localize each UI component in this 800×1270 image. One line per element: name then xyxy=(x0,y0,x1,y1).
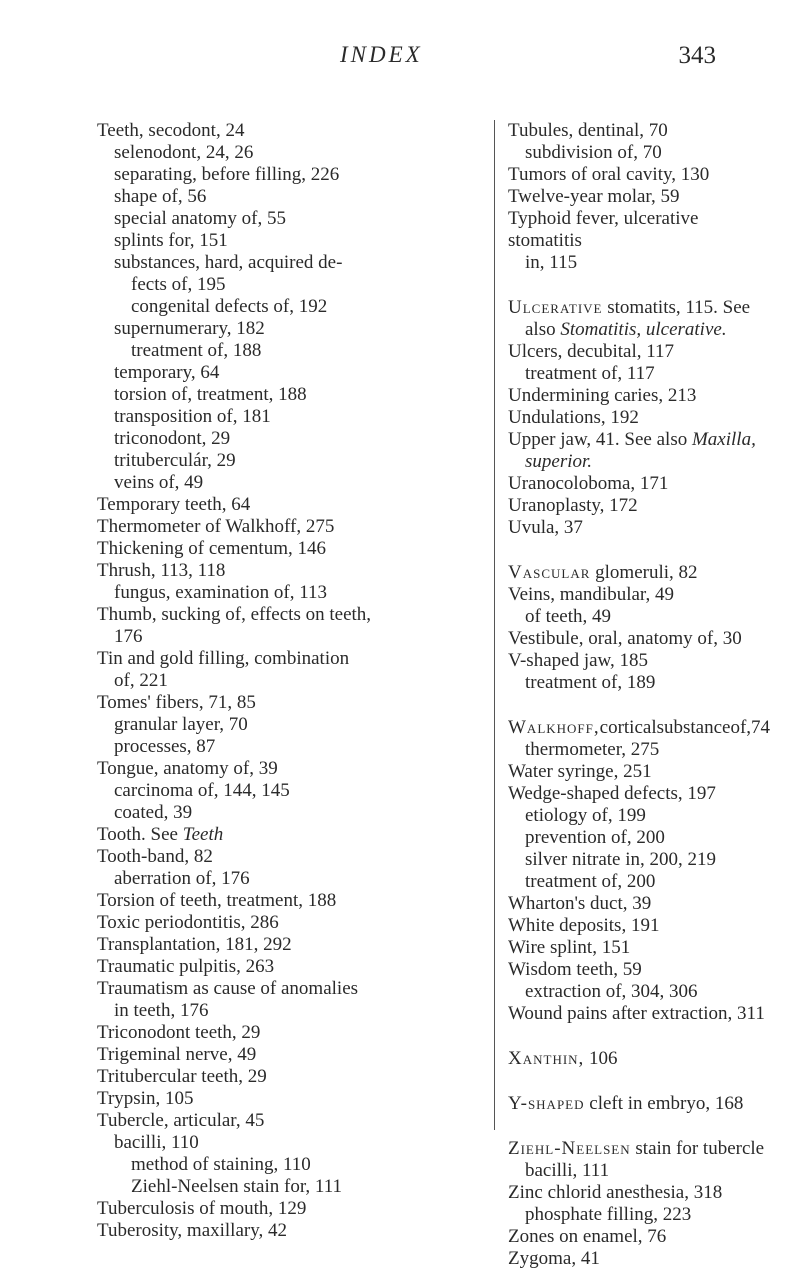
index-entry xyxy=(508,495,768,517)
index-entry xyxy=(97,1022,482,1044)
entry-text: Traumatism as cause of anomalies xyxy=(97,978,359,999)
entry-text: Wharton's duct, 39 xyxy=(508,893,652,914)
entry-text: 106 xyxy=(584,1048,618,1069)
index-entry xyxy=(508,893,768,915)
index-subentry xyxy=(97,1132,482,1154)
index-entry xyxy=(508,1182,768,1204)
entry-headword: Walkhoff, xyxy=(508,717,600,738)
entry-text: in teeth, 176 xyxy=(114,1000,209,1021)
entry-text: bacilli, 111 xyxy=(525,1160,610,1181)
index-subentry xyxy=(97,274,482,296)
index-entry xyxy=(508,628,768,650)
entry-text: Zones on enamel, 76 xyxy=(508,1226,667,1247)
entry-text: Tubercle, articular, 45 xyxy=(97,1110,265,1131)
entry-headword: Ziehl-Neelsen xyxy=(508,1138,631,1159)
entry-text: Thickening of cementum, 146 xyxy=(97,538,326,559)
entry-text: Toxic periodontitis, 286 xyxy=(97,912,279,933)
index-subentry xyxy=(97,736,482,758)
entry-text: etiology of, 199 xyxy=(525,805,646,826)
index-column-right xyxy=(508,120,771,1270)
index-subentry xyxy=(97,472,482,494)
entry-text: Uvula, 37 xyxy=(508,517,583,538)
entry-text: corticalsubstanceof,74 xyxy=(599,717,771,738)
index-subentry xyxy=(97,296,482,318)
entry-text: Zinc chlorid anesthesia, 318 xyxy=(508,1182,723,1203)
entry-text: Uranoplasty, 172 xyxy=(508,495,638,516)
index-subentry xyxy=(97,230,482,252)
index-subentry xyxy=(508,252,768,274)
index-entry xyxy=(97,1110,482,1132)
index-entry xyxy=(97,912,482,934)
entry-text: Torsion of teeth, treatment, 188 xyxy=(97,890,337,911)
index-entry xyxy=(508,915,768,937)
entry-cross-reference: Stomatitis, ulcerative. xyxy=(560,319,727,340)
entry-text: subdivision of, 70 xyxy=(525,142,662,163)
index-entry xyxy=(508,1138,768,1160)
index-subentry xyxy=(97,406,482,428)
entry-text: Vestibule, oral, anatomy of, 30 xyxy=(508,628,742,649)
index-subentry xyxy=(508,451,768,473)
index-entry xyxy=(97,1044,482,1066)
entry-text: stomatits, 115. See xyxy=(602,297,751,318)
index-column-left xyxy=(97,120,482,1242)
entry-text: fects of, 195 xyxy=(131,274,226,295)
index-entry xyxy=(508,385,768,407)
index-entry xyxy=(97,1066,482,1088)
index-entry xyxy=(97,516,482,538)
index-entry xyxy=(508,186,768,208)
index-entry xyxy=(508,473,768,495)
entry-headword: Y-shaped xyxy=(508,1093,585,1114)
index-entry xyxy=(97,758,482,780)
index-entry xyxy=(97,648,482,670)
entry-text: supernumerary, 182 xyxy=(114,318,265,339)
index-entry xyxy=(97,890,482,912)
index-entry xyxy=(508,562,768,584)
index-entry xyxy=(97,1088,482,1110)
entry-text: silver nitrate in, 200, 219 xyxy=(525,849,717,870)
index-subentry xyxy=(97,142,482,164)
index-entry xyxy=(508,517,768,539)
entry-text: stain for tubercle xyxy=(630,1138,765,1159)
index-entry xyxy=(97,560,482,582)
index-subentry xyxy=(97,582,482,604)
index-entry xyxy=(508,1248,768,1270)
entry-text: treatment of, 189 xyxy=(525,672,656,693)
index-entry xyxy=(97,538,482,560)
entry-text: carcinoma of, 144, 145 xyxy=(114,780,290,801)
index-entry xyxy=(508,120,768,142)
entry-text: Teeth, secodont, 24 xyxy=(97,120,245,141)
page-header xyxy=(0,42,800,82)
entry-text: Wire splint, 151 xyxy=(508,937,631,958)
index-subentry xyxy=(97,164,482,186)
entry-text: Tooth. See xyxy=(97,824,183,845)
index-entry xyxy=(508,341,768,363)
index-subentry xyxy=(97,340,482,362)
entry-text: Transplantation, 181, 292 xyxy=(97,934,292,955)
index-entry xyxy=(97,1198,482,1220)
index-subentry xyxy=(97,428,482,450)
entry-text: veins of, 49 xyxy=(114,472,204,493)
index-subentry xyxy=(508,871,768,893)
index-entry xyxy=(97,978,482,1000)
index-subentry xyxy=(97,868,482,890)
index-entry xyxy=(508,937,768,959)
index-entry xyxy=(508,783,768,805)
entry-text: congenital defects of, 192 xyxy=(131,296,328,317)
entry-text: Ziehl-Neelsen stain for, 111 xyxy=(131,1176,342,1197)
entry-text: Thermometer of Walkhoff, 275 xyxy=(97,516,335,537)
entry-text: substances, hard, acquired de- xyxy=(114,252,343,273)
index-entry xyxy=(97,494,482,516)
index-subentry xyxy=(97,626,482,648)
index-subentry xyxy=(508,142,768,164)
entry-text: of teeth, 49 xyxy=(525,606,612,627)
index-subentry xyxy=(97,384,482,406)
entry-text: selenodont, 24, 26 xyxy=(114,142,254,163)
column-divider xyxy=(494,120,495,1130)
entry-text: Trypsin, 105 xyxy=(97,1088,194,1109)
index-subentry xyxy=(97,780,482,802)
index-entry xyxy=(508,407,768,429)
index-subentry xyxy=(508,319,768,341)
index-entry xyxy=(508,297,768,319)
index-entry xyxy=(97,956,482,978)
entry-text: Twelve-year molar, 59 xyxy=(508,186,680,207)
entry-cross-reference: Teeth xyxy=(182,824,224,845)
index-entry xyxy=(97,846,482,868)
index-entry xyxy=(508,650,768,672)
entry-text: 176 xyxy=(114,626,143,647)
index-entry xyxy=(508,717,771,739)
entry-text: Ulcers, decubital, 117 xyxy=(508,341,675,362)
entry-text: cleft in embryo, 168 xyxy=(584,1093,744,1114)
entry-text: Upper jaw, 41. See also xyxy=(508,429,692,450)
entry-text: of, 221 xyxy=(114,670,168,691)
entry-text: Tubules, dentinal, 70 xyxy=(508,120,668,141)
entry-text: Temporary teeth, 64 xyxy=(97,494,251,515)
entry-text: shape of, 56 xyxy=(114,186,207,207)
index-subentry xyxy=(97,186,482,208)
entry-text: Tritubercular teeth, 29 xyxy=(97,1066,267,1087)
entry-headword: Ulcerative xyxy=(508,297,603,318)
running-title: INDEX xyxy=(340,42,423,67)
index-entry xyxy=(508,1226,768,1248)
entry-text: Wound pains after extraction, 311 xyxy=(508,1003,765,1024)
index-subentry xyxy=(97,362,482,384)
index-subentry xyxy=(508,1204,768,1226)
index-subentry xyxy=(97,802,482,824)
entry-text: Tongue, anatomy of, 39 xyxy=(97,758,278,779)
entry-text: Traumatic pulpitis, 263 xyxy=(97,956,275,977)
index-subentry xyxy=(508,849,768,871)
page-number: 343 xyxy=(678,42,716,69)
index-subentry xyxy=(508,981,768,1003)
entry-cross-reference: Maxilla, xyxy=(691,429,756,450)
entry-text: granular layer, 70 xyxy=(114,714,248,735)
entry-text: aberration of, 176 xyxy=(114,868,250,889)
index-subentry xyxy=(97,450,482,472)
index-entry xyxy=(97,692,482,714)
entry-text: extraction of, 304, 306 xyxy=(525,981,698,1002)
entry-text: transposition of, 181 xyxy=(114,406,271,427)
index-subentry xyxy=(97,1154,482,1176)
entry-headword: Xanthin, xyxy=(508,1048,585,1069)
entry-text: processes, 87 xyxy=(114,736,216,757)
entry-text: Tooth-band, 82 xyxy=(97,846,213,867)
entry-text: bacilli, 110 xyxy=(114,1132,199,1153)
entry-text: Wisdom teeth, 59 xyxy=(508,959,642,980)
index-entry xyxy=(508,1093,768,1115)
entry-text: triconodont, 29 xyxy=(114,428,231,449)
entry-text: treatment of, 117 xyxy=(525,363,655,384)
index-entry xyxy=(508,1048,768,1070)
index-entry xyxy=(97,934,482,956)
entry-text: splints for, 151 xyxy=(114,230,228,251)
entry-text: Water syringe, 251 xyxy=(508,761,652,782)
index-subentry xyxy=(97,318,482,340)
entry-text: in, 115 xyxy=(525,252,578,273)
entry-text: Veins, mandibular, 49 xyxy=(508,584,674,605)
entry-text: Wedge-shaped defects, 197 xyxy=(508,783,716,804)
index-subentry xyxy=(508,363,768,385)
entry-cross-reference: superior. xyxy=(525,451,593,472)
index-entry xyxy=(97,824,482,846)
entry-text: Tomes' fibers, 71, 85 xyxy=(97,692,256,713)
entry-text: Tin and gold filling, combination xyxy=(97,648,350,669)
index-entry xyxy=(97,1220,482,1242)
entry-text: glomeruli, 82 xyxy=(590,562,698,583)
entry-text: thermometer, 275 xyxy=(525,739,660,760)
entry-text: Undermining caries, 213 xyxy=(508,385,697,406)
entry-text: separating, before filling, 226 xyxy=(114,164,340,185)
index-entry xyxy=(97,604,482,626)
entry-text: Trigeminal nerve, 49 xyxy=(97,1044,257,1065)
entry-text: special anatomy of, 55 xyxy=(114,208,287,229)
entry-headword: Vascular xyxy=(508,562,591,583)
entry-text: fungus, examination of, 113 xyxy=(114,582,328,603)
index-subentry xyxy=(97,1000,482,1022)
entry-text: Tuberosity, maxillary, 42 xyxy=(97,1220,287,1241)
index-entry xyxy=(508,208,768,252)
entry-text: temporary, 64 xyxy=(114,362,220,383)
entry-text: Thumb, sucking of, effects on teeth, xyxy=(97,604,372,625)
entry-text: treatment of, 200 xyxy=(525,871,656,892)
entry-text: also xyxy=(525,319,561,340)
index-subentry xyxy=(508,1160,768,1182)
entry-text: method of staining, 110 xyxy=(131,1154,311,1175)
entry-text: trituberculár, 29 xyxy=(114,450,236,471)
entry-text: Triconodont teeth, 29 xyxy=(97,1022,261,1043)
index-entry xyxy=(508,429,768,451)
index-entry xyxy=(508,164,768,186)
entry-text: Tuberculosis of mouth, 129 xyxy=(97,1198,307,1219)
entry-text: prevention of, 200 xyxy=(525,827,665,848)
index-subentry xyxy=(508,739,768,761)
index-subentry xyxy=(97,670,482,692)
entry-text: Zygoma, 41 xyxy=(508,1248,600,1269)
index-entry xyxy=(508,1003,768,1025)
entry-text: White deposits, 191 xyxy=(508,915,660,936)
entry-text: Uranocoloboma, 171 xyxy=(508,473,669,494)
index-subentry xyxy=(97,714,482,736)
index-subentry xyxy=(508,827,768,849)
entry-text: phosphate filling, 223 xyxy=(525,1204,692,1225)
index-entry xyxy=(97,120,482,142)
index-subentry xyxy=(508,805,768,827)
entry-text: coated, 39 xyxy=(114,802,193,823)
index-subentry xyxy=(97,208,482,230)
entry-text: Tumors of oral cavity, 130 xyxy=(508,164,710,185)
index-entry xyxy=(508,959,768,981)
entry-text: Thrush, 113, 118 xyxy=(97,560,226,581)
index-entry xyxy=(508,584,768,606)
index-entry xyxy=(508,761,768,783)
index-subentry xyxy=(97,252,482,274)
entry-text: V-shaped jaw, 185 xyxy=(508,650,649,671)
entry-text: Typhoid fever, ulcerative stomatitis xyxy=(508,208,699,251)
entry-text: torsion of, treatment, 188 xyxy=(114,384,307,405)
entry-text: treatment of, 188 xyxy=(131,340,262,361)
entry-text: Undulations, 192 xyxy=(508,407,639,428)
index-subentry xyxy=(508,672,768,694)
index-subentry xyxy=(508,606,768,628)
index-subentry xyxy=(97,1176,482,1198)
